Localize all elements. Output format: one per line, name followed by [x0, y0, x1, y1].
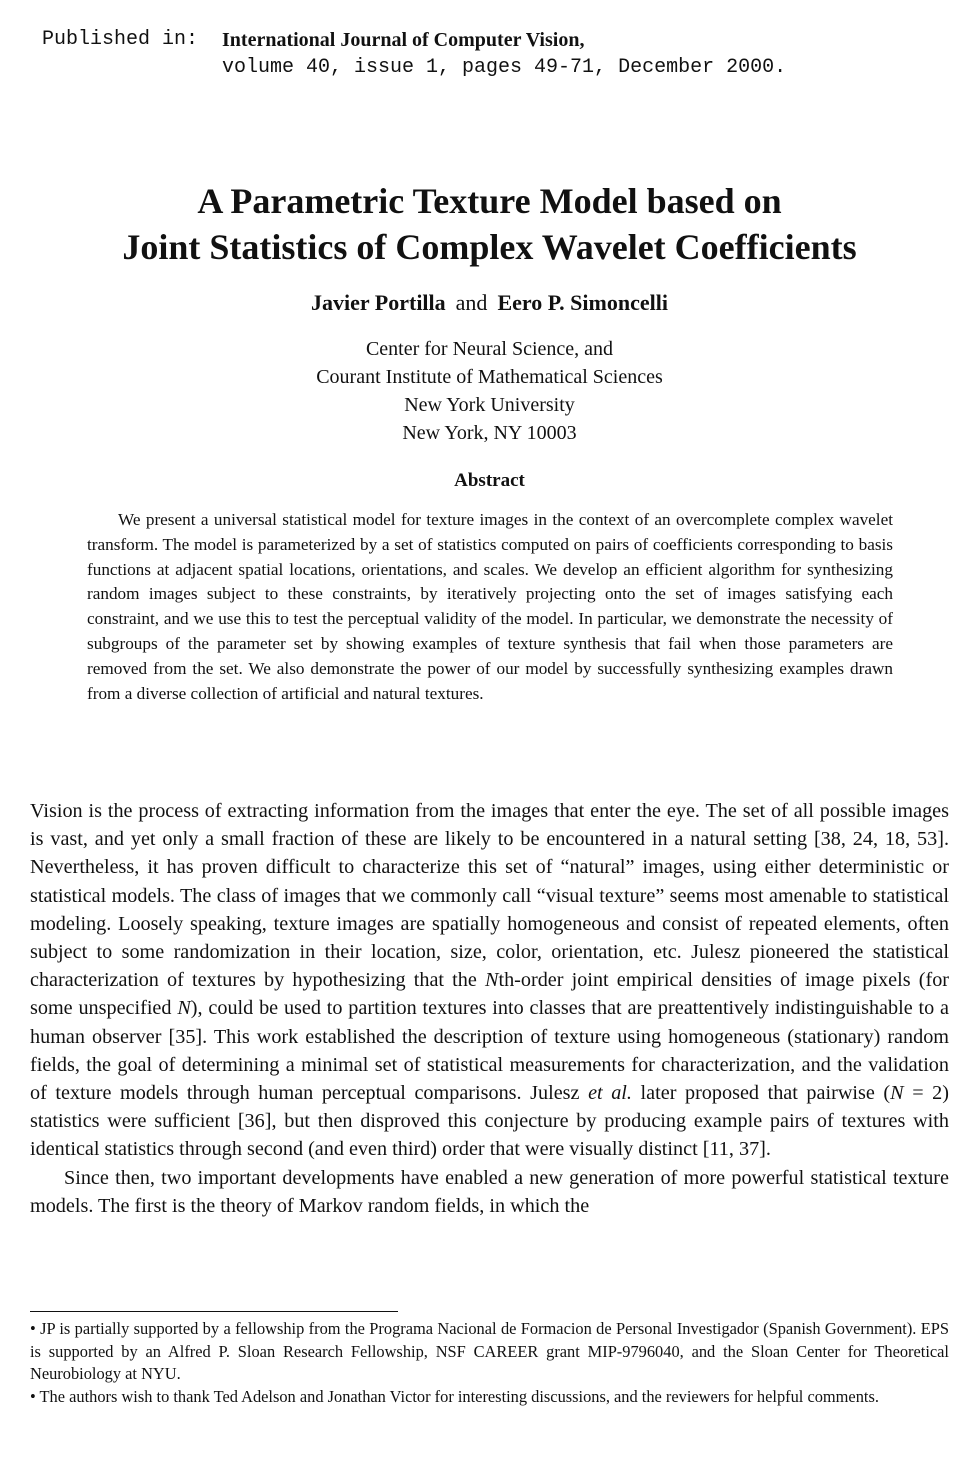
body-text [30, 797, 949, 1220]
affiliation [0, 335, 979, 447]
title-line-2: Joint Statistics of Complex Wavelet Coefficients [122, 227, 857, 267]
journal-name: International Journal of Computer Vision, [222, 29, 585, 51]
footnote-divider [30, 1311, 398, 1312]
author-2: Eero P. Simoncelli [497, 290, 668, 315]
author-list [0, 288, 979, 318]
body-text-run: th-order joint empirical densities of image pixels (for some unspecified [30, 969, 950, 1020]
math-variable: N [890, 1082, 904, 1105]
author-1: Javier Portilla [311, 290, 446, 315]
affiliation-line: New York, NY 10003 [402, 422, 577, 444]
body-text-run: ) statistics were sufficient [36], but then disproved this conjecture by producing example pairs of textures with identical statistics through second (and even third) order that were visually distinct [11, 37]. [30, 1082, 949, 1161]
body-paragraph [30, 797, 949, 1164]
affiliation-line: New York University [404, 394, 575, 416]
emphasis-text: et al. [588, 1082, 632, 1105]
body-text-run: later proposed that pairwise ( [631, 1082, 891, 1105]
footnotes [30, 1318, 949, 1408]
math-equation: = 2 [903, 1082, 943, 1105]
volume-info: volume 40, issue 1, pages 49-71, December 2000. [222, 56, 787, 79]
author-conjunction: and [455, 290, 488, 315]
math-variable: N [485, 969, 499, 992]
footnote: • JP is partially supported by a fellowship from the Programa Nacional de Formacion de Personal Investigador (Spanish Government). EPS is supported by an Alfred P. Sloan Research Fellowship, NSF CAREER grant MIP-9796040, and the Sloan Center for Theoretical Neurobiology at NYU. [30, 1319, 949, 1384]
affiliation-line: Courant Institute of Mathematical Sciences [316, 366, 663, 388]
footnote: • The authors wish to thank Ted Adelson and Jonathan Victor for interesting discussions, and the reviewers for helpful comments. [30, 1386, 879, 1406]
body-text-run: ), could be used to partition textures into classes that are preattentively indistinguishable to a human observer [35]. This work established the description of texture using homogeneous (stationary) random fields, the goal of determining a minimal set of statistical measurements for characterization, and the validation of texture models through human perceptual comparisons. Julesz [30, 997, 949, 1105]
math-variable: N [177, 997, 191, 1020]
affiliation-line: Center for Neural Science, and [365, 338, 614, 360]
abstract-heading: Abstract [454, 470, 525, 491]
title-line-1: A Parametric Texture Model based on [197, 181, 782, 221]
body-paragraph: Since then, two important developments have enabled a new generation of more powerful statistical texture models. The first is the theory of Markov random fields, in which the [30, 1166, 949, 1217]
abstract-text: We present a universal statistical model for texture images in the context of an overcomplete complex wavelet transform. The model is parameterized by a set of statistics computed on pairs of coefficients corresponding to basis functions at adjacent spatial locations, orientations, and scales. We develop an efficient algorithm for synthesizing random images subject to these constraints, by iteratively projecting onto the set of images satisfying each constraint, and we use this to test the perceptual validity of the model. In particular, we demonstrate the necessity of subgroups of the parameter set by showing examples of texture synthesis that fail when those parameters are removed from the set. We also demonstrate the power of our model by successfully synthesizing examples drawn from a diverse collection of artificial and natural textures. [87, 510, 893, 703]
published-in-label: Published in: [42, 28, 199, 51]
paper-title [0, 178, 979, 270]
body-text-run: Vision is the process of extracting information from the images that enter the eye. The set of all possible images is vast, and yet only a small fraction of these are likely to be encountered in a natural setting [38, 24, 18, 53]. Nevertheless, it has proven difficult to characterize this set of “natural” images, using either deterministic or statistical models. The class of images that we commonly call “visual texture” seems most amenable to statistical modeling. Loosely speaking, texture images are spatially homogeneous and consist of repeated elements, often subject to some randomization in their location, size, color, orientation, etc. Julesz pioneered the statistical characterization of textures by hypothesizing that the [30, 800, 949, 992]
